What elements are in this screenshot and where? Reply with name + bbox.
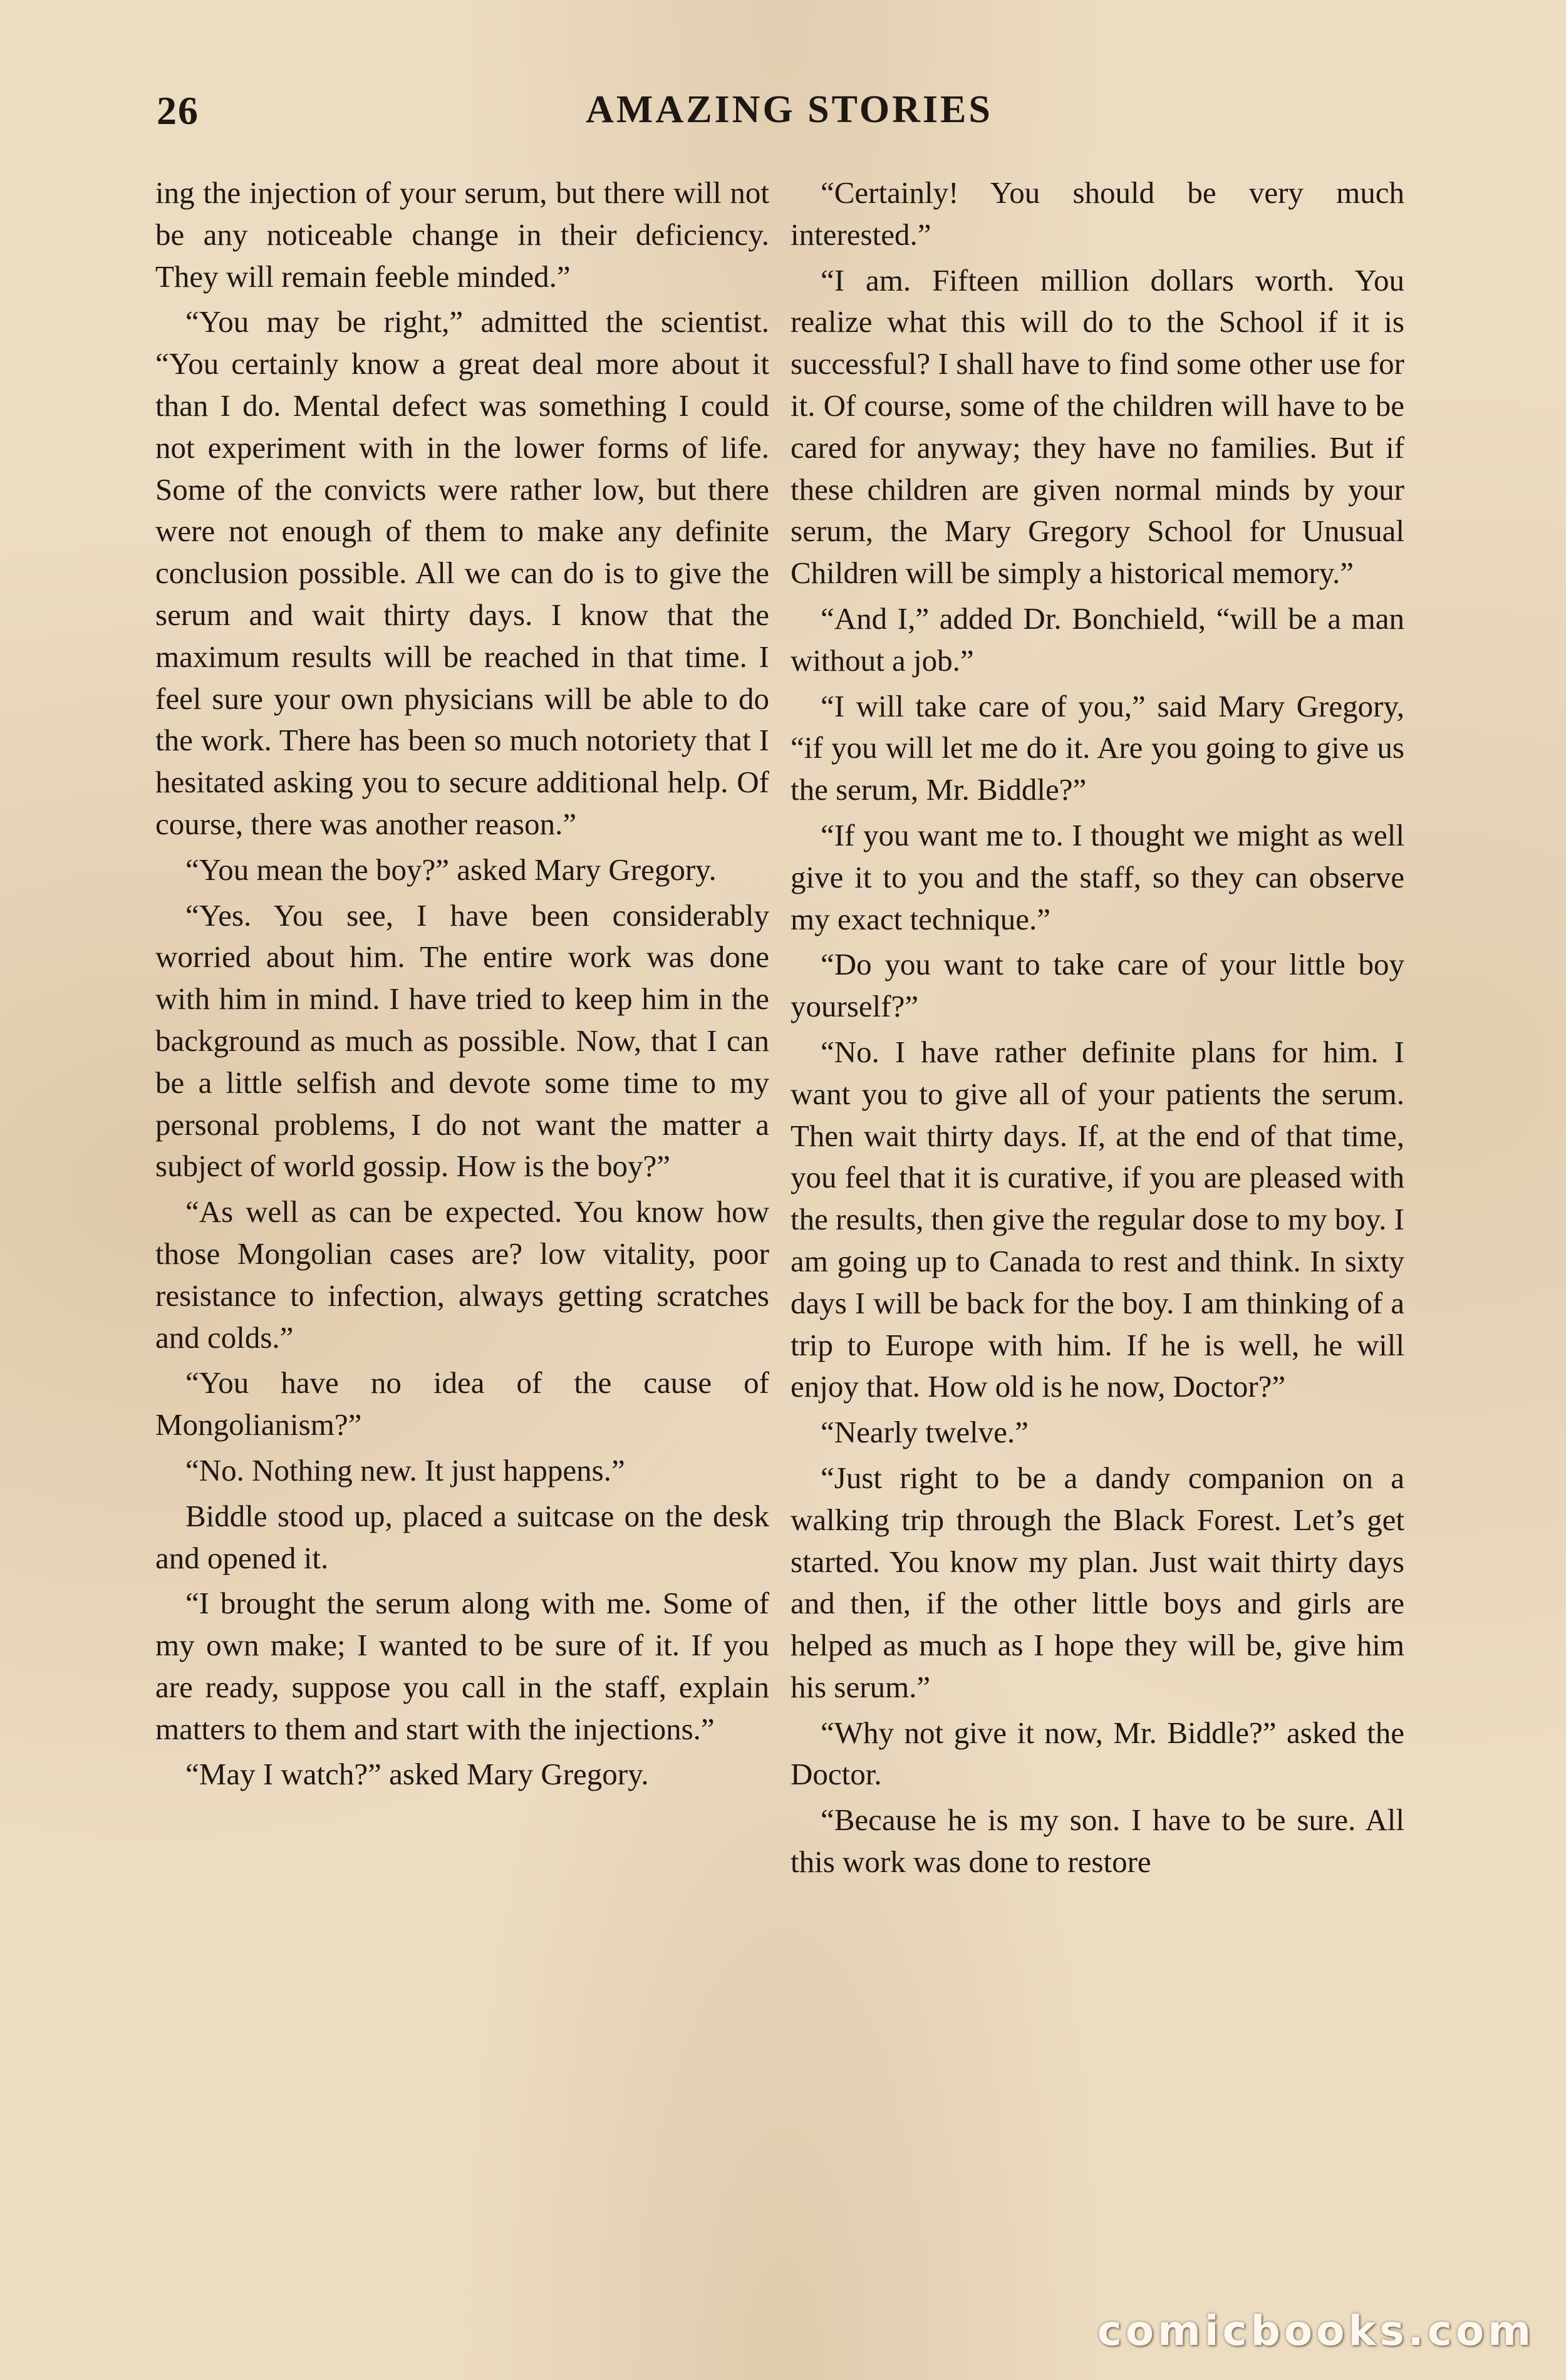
paragraph: “Just right to be a dandy companion on a walking trip through the Black Forest. Let’s get started. You know my plan. Just wait thirty days and then, if the other little boys and girls are helped as much as I hope they will be, give him his serum.” xyxy=(791,1460,1404,1704)
paragraph: “I brought the serum along with me. Some of my own make; I wanted to be sure of it. If you are ready, suppose you call in the staff, explain matters to them and start with the injections.” xyxy=(155,1586,769,1746)
paragraph: “No. I have rather definite plans for him. I want you to give all of your patients the serum. Then wait thirty days. If, at the end of that time, you feel that it is curative, if you are pleased with the results, then give the regular dose to my boy. I am going up to Canada to rest and think. In sixty days I will be back for the boy. I am thinking of a trip to Europe with him. If he is well, he will enjoy that. How old is he now, Doctor?” xyxy=(791,1034,1404,1404)
paragraph: “Why not give it now, Mr. Biddle?” asked the Doctor. xyxy=(791,1715,1404,1792)
paragraph: ing the injection of your serum, but there will not be any noticeable change in their deficiency. They will remain feeble minded.” xyxy=(155,175,769,294)
paragraph: Biddle stood up, placed a suitcase on the desk and opened it. xyxy=(155,1498,769,1575)
left-text-column xyxy=(155,172,769,1799)
page-number: 26 xyxy=(157,88,199,133)
magazine-title: AMAZING STORIES xyxy=(586,88,993,131)
paragraph: “I am. Fifteen million dollars worth. You realize what this will do to the School if it is successful? I shall have to find some other use for it. Of course, some of the children will have to be cared for anyway; they have no families. But if these children are given normal minds by your serum, the Mary Gregory School for Unusual Children will be simply a historical memory.” xyxy=(791,262,1404,591)
paragraph: “As well as can be expected. You know how those Mongolian cases are? low vitality, poor resistance to infection, always getting scratches and colds.” xyxy=(155,1194,769,1355)
page-header xyxy=(157,88,1422,138)
paragraph: “You may be right,” admitted the scientist. “You certainly know a great deal more about it than I do. Mental defect was something I could not experiment with in the lower forms of life. Some of the convicts were rather low, but there were not enough of them to make any definite conclusion possible. All we can do is to give the serum and wait thirty days. I know that the maximum results will be reached in that time. I feel sure your own physicians will be able to do the work. There has been so much notoriety that I hesitated asking you to secure additional help. Of course, there was another reason.” xyxy=(155,304,769,841)
paragraph: “No. Nothing new. It just happens.” xyxy=(185,1452,625,1487)
right-text-column xyxy=(791,172,1404,1887)
paragraph: “Certainly! You should be very much interested.” xyxy=(791,175,1404,252)
paragraph: “If you want me to. I thought we might as well give it to you and the staff, so they can observe my exact technique.” xyxy=(791,817,1404,936)
paragraph: “Nearly twelve.” xyxy=(821,1415,1029,1450)
paragraph: “You have no idea of the cause of Mongolianism?” xyxy=(155,1365,769,1442)
paragraph: “Yes. You see, I have been considerably worried about him. The entire work was done with him in mind. I have tried to keep him in the background as much as possible. Now, that I can be a little selfish and devote some time to my personal problems, I do not want the matter a subject of world gossip. How is the boy?” xyxy=(155,898,769,1184)
paragraph: “You mean the boy?” asked Mary Gregory. xyxy=(185,852,717,887)
paragraph: “And I,” added Dr. Bonchield, “will be a man without a job.” xyxy=(791,601,1404,678)
watermark-logo: comicbooks.com xyxy=(1097,2307,1535,2355)
paragraph: “I will take care of you,” said Mary Gregory, “if you will let me do it. Are you going to give us the serum, Mr. Biddle?” xyxy=(791,688,1404,807)
paragraph: “Do you want to take care of your little boy yourself?” xyxy=(791,947,1404,1024)
paragraph: “May I watch?” asked Mary Gregory. xyxy=(185,1757,649,1792)
paragraph: “Because he is my son. I have to be sure. All this work was done to restore xyxy=(791,1803,1404,1880)
